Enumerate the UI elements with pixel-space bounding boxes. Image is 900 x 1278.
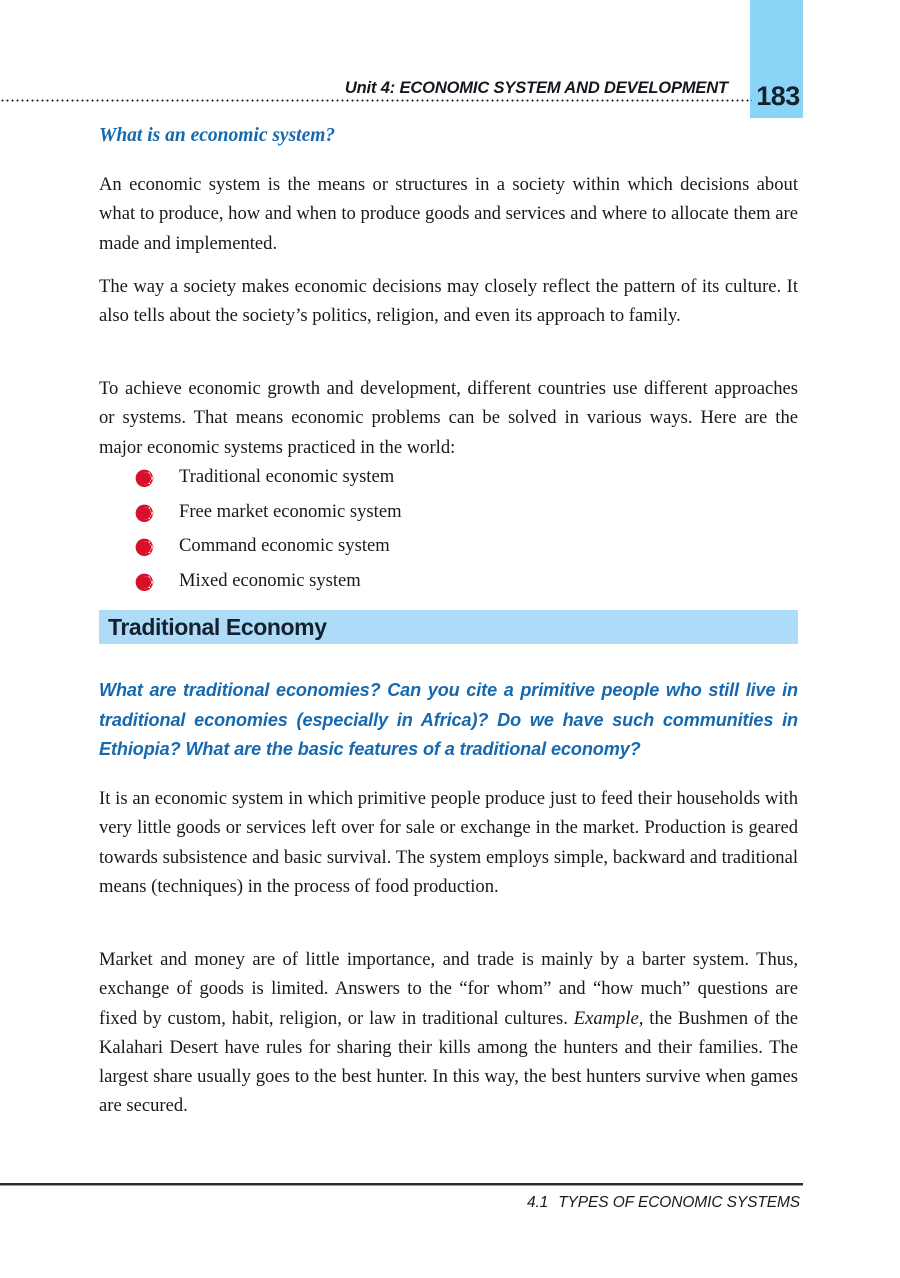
list-item [134,529,794,564]
heading-what-is-an-economic-system: What is an economic system? [99,125,336,146]
paragraph-traditional-definition: It is an economic system in which primitive people produce just to feed their households with very little goods or services left over for sale or exchange in the market. Production is geared towards subsistence and basic survival. The system employs simple, backward and traditional means (techniques) in the process of food production. [99,788,798,897]
paragraph-barter [99,945,798,1121]
footer [0,1194,800,1212]
example-emphasis: Example, [573,1007,644,1029]
footer-section-number: 4.1 [526,1194,549,1211]
list-item-label: Free market economic system [179,500,402,522]
footer-rule [0,1183,803,1186]
list-item [134,460,794,495]
paragraph-barter-part-b: the Bushmen of the Kalahari Desert have rules for sharing their kills among the hunters and their families. The largest share usually goes to the best hunter. In this way, the best hunters survive when games are secured. [99,1007,798,1117]
paragraph-approaches: To achieve economic growth and development, different countries use different approaches or systems. That means economic problems can be solved in various ways. Here are the major economic systems practiced in the world: [99,378,798,458]
discussion-question-block: What are traditional economies? Can you cite a primitive people who still live in traditional economies (especially in Africa)? Do we have such communities in Ethiopia? What are the basic features of a traditional economy? [99,680,798,759]
circle-arrow-right-icon [134,502,155,523]
section-heading-label: Traditional Economy [108,614,327,640]
unit-title: Unit 4: ECONOMIC SYSTEM AND DEVELOPMENT [344,79,728,97]
footer-section-title: TYPES OF ECONOMIC SYSTEMS [558,1194,800,1211]
list-item-label: Mixed economic system [179,570,361,592]
circle-arrow-right-icon [134,571,155,592]
list-item-label: Command economic system [179,535,390,557]
paragraph-barter-part-a: Market and money are of little importance, and trade is mainly by a barter system. Thus, exchange of goods is limited. Answers to the “for whom” and “how much” questions are fixed by custom, habit, religion, or law in traditional cultures. [99,949,798,1029]
list-item [134,564,794,599]
paragraph-culture: The way a society makes economic decisions may closely reflect the pattern of its culture. It also tells about the society’s politics, religion, and even its approach to family. [99,276,798,327]
page-header [0,0,900,120]
section-heading-bar [99,610,798,644]
paragraph-definition: An economic system is the means or structures in a society within which decisions about what to produce, how and when to produce goods and services and where to allocate them are made and implemented. [99,174,798,254]
header-dotted-rule [0,99,752,102]
economic-systems-list [134,460,794,599]
list-item-label: Traditional economic system [179,466,395,487]
circle-arrow-right-icon [134,536,155,557]
circle-arrow-right-icon [134,467,155,488]
list-item [134,495,794,530]
page-number: 183 [756,81,800,111]
